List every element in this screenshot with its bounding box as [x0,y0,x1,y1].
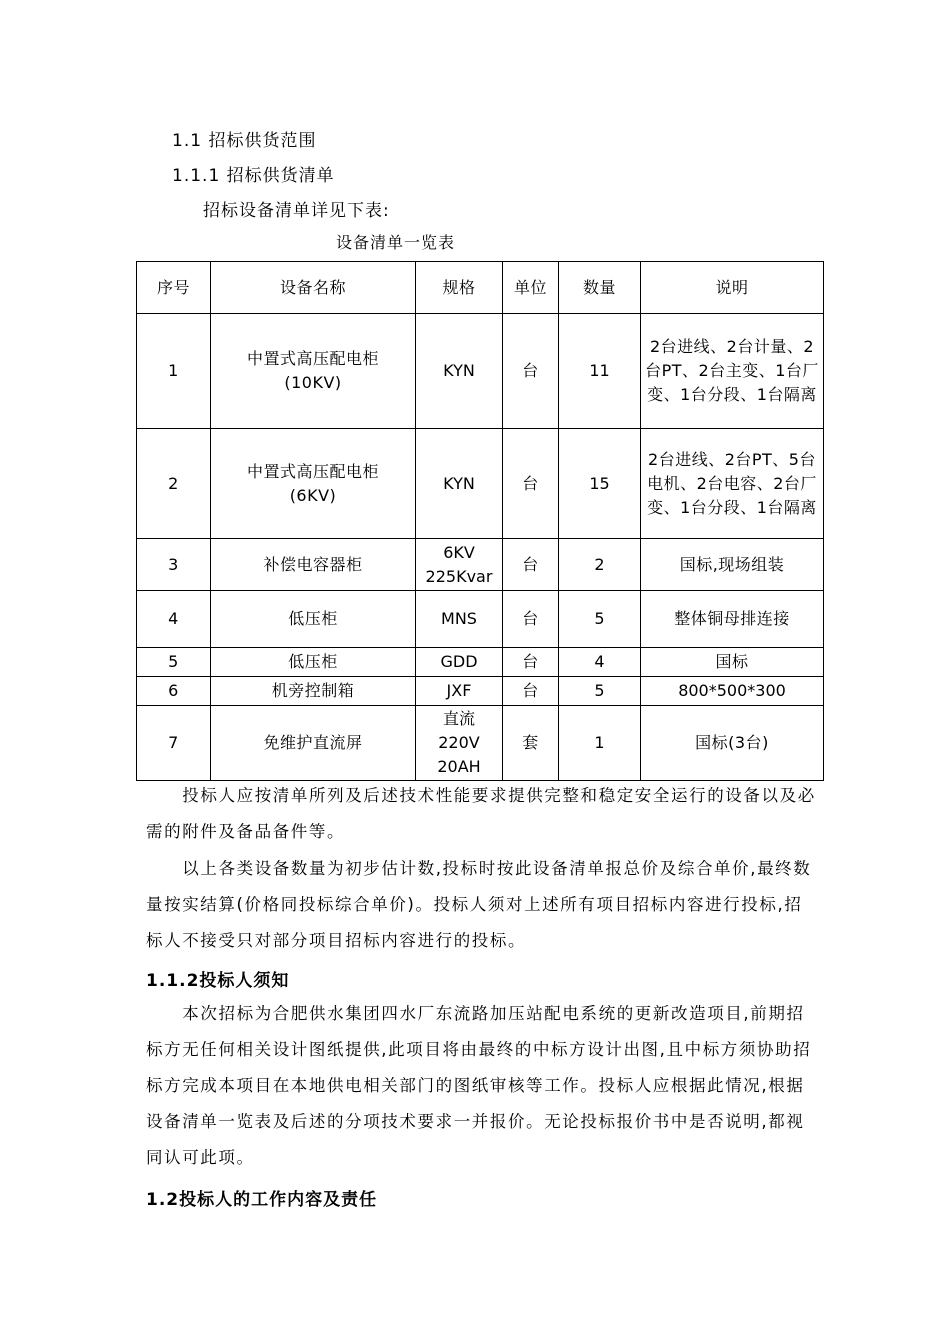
cell-spec: JXF [416,677,503,706]
cell-name: 低压柜 [211,591,416,648]
table-row [137,591,824,648]
header-cell: 说明 [641,262,824,314]
cell-note: 2台进线、2台PT、5台电机、2台电容、2台厂变、1台分段、1台隔离 [641,429,824,539]
intro-text: 招标设备清单详见下表: [203,201,390,221]
cell-note: 国标 [641,648,824,677]
cell-note: 国标,现场组装 [641,539,824,591]
table-row [137,314,824,429]
cell-no: 3 [137,539,211,591]
paragraph-text: 以上各类设备数量为初步估计数,投标时按此设备清单报总价及综合单价,最终数量按实结算(价格同投标综合单价)。投标人须对上述所有项目招标内容进行投标,招标人不接受只对部分项目招标内容进行的投标。 [146,859,812,950]
cell-unit: 台 [503,539,559,591]
cell-qty: 2 [559,539,641,591]
paragraph-text: 本次招标为合肥供水集团四水厂东流路加压站配电系统的更新改造项目,前期招标方无任何相关设计图纸提供,此项目将由最终的中标方设计出图,且中标方须协助招标方完成本项目在本地供电相关部门的图纸审核等工作。投标人应根据此情况,根据设备清单一览表及后述的分项技术要求一并报价。无论投标报价书中是否说明,都视同认可此项。 [146,1004,812,1167]
cell-name: 补偿电容器柜 [211,539,416,591]
header-cell: 单位 [503,262,559,314]
header-cell: 设备名称 [211,262,416,314]
cell-qty: 1 [559,706,641,781]
section-heading-1-2: 1.2投标人的工作内容及责任 [146,1190,378,1210]
table-row [137,429,824,539]
cell-qty: 15 [559,429,641,539]
cell-note: 2台进线、2台计量、2台PT、2台主变、1台厂变、1台分段、1台隔离 [641,314,824,429]
cell-qty: 5 [559,677,641,706]
cell-note: 800*500*300 [641,677,824,706]
cell-name: 低压柜 [211,648,416,677]
equipment-table [136,261,824,781]
section-heading-1-1-2: 1.1.2投标人须知 [146,971,290,991]
cell-no: 7 [137,706,211,781]
cell-name: 免维护直流屏 [211,706,416,781]
cell-unit: 套 [503,706,559,781]
cell-unit: 台 [503,591,559,648]
table-row [137,648,824,677]
paragraph-bidder-notice [146,996,816,1176]
cell-no: 4 [137,591,211,648]
header-cell: 规格 [416,262,503,314]
paragraph-bidder-supply [146,778,816,850]
cell-qty: 5 [559,591,641,648]
cell-name: 机旁控制箱 [211,677,416,706]
cell-no: 1 [137,314,211,429]
table-caption: 设备清单一览表 [336,233,456,252]
cell-spec: 直流 220V 20AH [416,706,503,781]
cell-unit: 台 [503,648,559,677]
cell-note: 国标(3台) [641,706,824,781]
header-cell: 数量 [559,262,641,314]
cell-no: 5 [137,648,211,677]
table-row [137,677,824,706]
paragraph-quantity-note [146,851,816,959]
cell-spec: KYN [416,314,503,429]
cell-spec: MNS [416,591,503,648]
section-heading-1-1-1: 1.1.1 招标供货清单 [172,166,335,186]
table-header-row [137,262,824,314]
cell-name: 中置式高压配电柜 (6KV) [211,429,416,539]
cell-unit: 台 [503,314,559,429]
cell-no: 2 [137,429,211,539]
cell-spec: GDD [416,648,503,677]
section-heading-1-1: 1.1 招标供货范围 [172,131,317,151]
table-row [137,706,824,781]
cell-unit: 台 [503,677,559,706]
paragraph-text: 投标人应按清单所列及后述技术性能要求提供完整和稳定安全运行的设备以及必需的附件及备品备件等。 [146,786,816,841]
cell-qty: 4 [559,648,641,677]
cell-note: 整体铜母排连接 [641,591,824,648]
cell-unit: 台 [503,429,559,539]
cell-no: 6 [137,677,211,706]
cell-spec: 6KV 225Kvar [416,539,503,591]
cell-qty: 11 [559,314,641,429]
header-cell: 序号 [137,262,211,314]
table-row [137,539,824,591]
cell-spec: KYN [416,429,503,539]
cell-name: 中置式高压配电柜 (10KV) [211,314,416,429]
